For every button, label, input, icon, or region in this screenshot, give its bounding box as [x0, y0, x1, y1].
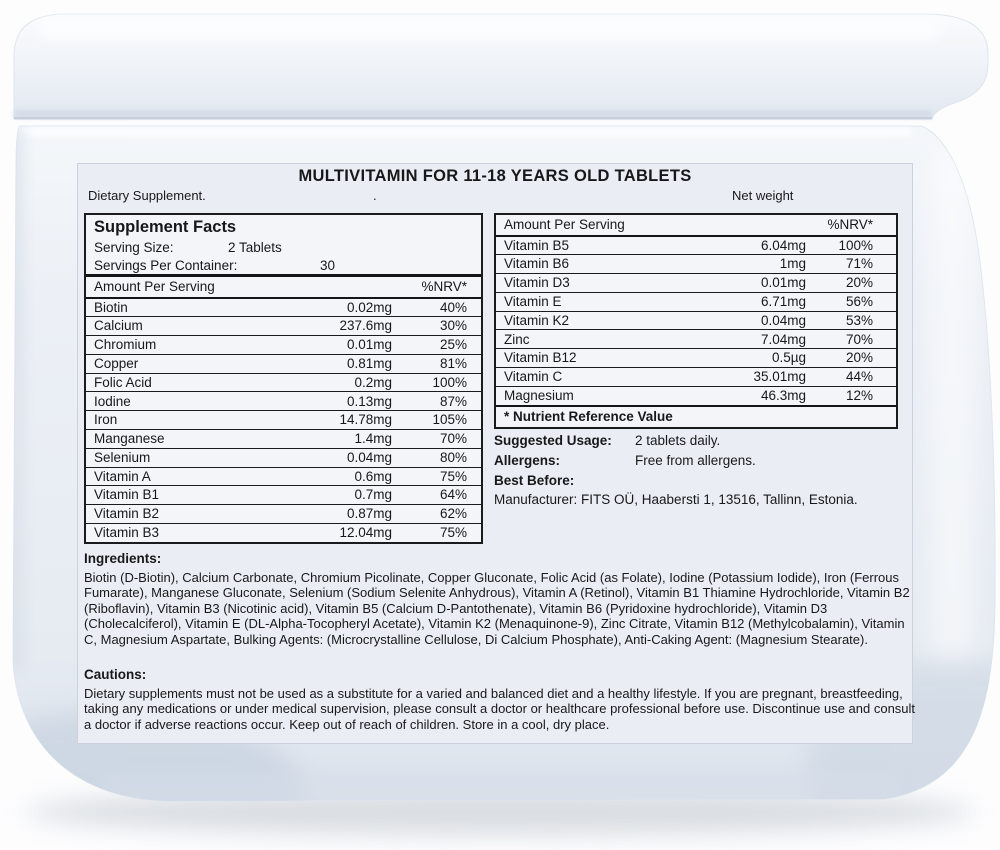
nutrient-name: Vitamin B1 — [86, 486, 268, 505]
nutrient-name: Vitamin K2 — [496, 311, 686, 330]
nutrient-nrv: 70% — [806, 330, 896, 349]
nrv-header: %NRV* — [827, 217, 873, 232]
nutrient-row — [86, 523, 481, 541]
nutrient-amount: 1.4mg — [268, 429, 392, 448]
nutrient-name: Zinc — [496, 330, 686, 349]
nutrient-nrv: 53% — [806, 311, 896, 330]
nutrient-amount: 0.13mg — [268, 392, 392, 411]
nutrient-nrv: 75% — [392, 523, 481, 541]
nutrient-nrv: 40% — [439, 299, 467, 315]
nutrient-row — [86, 392, 481, 411]
cautions-heading: Cautions: — [84, 667, 147, 682]
separator-dot: . — [373, 188, 377, 203]
product-label — [77, 163, 916, 744]
supplement-facts-panel-left — [84, 213, 483, 544]
nutrient-nrv: 105% — [392, 411, 481, 430]
servings-per-container-value: 30 — [320, 257, 336, 273]
nutrient-nrv: 64% — [392, 486, 481, 505]
cautions-section — [84, 667, 922, 732]
nutrient-row — [86, 411, 481, 430]
usage-info-label: Best Before: — [494, 472, 575, 488]
serving-size-label: Serving Size: — [94, 240, 174, 255]
nutrient-nrv: 30% — [392, 317, 481, 336]
nutrient-row — [86, 429, 481, 448]
nutrient-amount: 0.02mg — [346, 299, 392, 315]
lid-highlight — [40, 17, 940, 39]
supplement-facts-heading: Supplement Facts — [94, 218, 237, 236]
supplement-facts-left-table — [86, 299, 481, 542]
nutrient-nrv: 71% — [806, 255, 896, 274]
nutrient-name: Folic Acid — [86, 373, 268, 392]
nutrient-row — [496, 330, 896, 349]
nutrient-nrv: 75% — [392, 467, 481, 486]
serving-size-value: 2 Tablets — [228, 240, 282, 255]
nutrient-amount: 0.2mg — [268, 373, 392, 392]
nutrient-row — [86, 299, 481, 317]
nutrient-amount: 12.04mg — [268, 523, 392, 541]
nutrient-row — [496, 255, 896, 274]
usage-info-value: 2 tablets daily. — [635, 433, 721, 448]
nutrient-nrv: 70% — [392, 429, 481, 448]
nutrient-row — [86, 448, 481, 467]
nutrient-amount: 0.04mg — [686, 311, 806, 330]
nutrient-amount: 6.71mg — [686, 292, 806, 311]
nutrient-amount: 14.78mg — [268, 411, 392, 430]
nutrient-amount: 1mg — [686, 255, 806, 274]
servings-per-container-label: Servings Per Container: — [94, 257, 238, 273]
nutrient-amount: 0.87mg — [268, 505, 392, 524]
nutrient-nrv: 81% — [392, 354, 481, 373]
nutrient-row — [86, 336, 481, 355]
usage-info-row — [494, 431, 909, 451]
nutrient-name: Iodine — [86, 392, 268, 411]
nutrient-name: Vitamin E — [496, 292, 686, 311]
usage-info-value: Free from allergens. — [635, 452, 756, 468]
nutrient-nrv: 100% — [392, 373, 481, 392]
nutrient-amount: 7.04mg — [686, 330, 806, 349]
nutrient-row — [86, 373, 481, 392]
nutrient-nrv: 62% — [392, 505, 481, 524]
dietary-supplement-text: Dietary Supplement. — [88, 188, 206, 203]
nutrient-amount: 35.01mg — [686, 367, 806, 386]
body-left-shade — [6, 130, 24, 670]
right-table-column-header — [496, 215, 896, 237]
usage-info-block — [494, 431, 909, 510]
nutrient-nrv: 44% — [806, 367, 896, 386]
nutrient-amount: 0.81mg — [268, 354, 392, 373]
nutrient-nrv: 100% — [838, 237, 873, 253]
nutrient-nrv: 87% — [392, 392, 481, 411]
nutrient-name: Vitamin C — [496, 367, 686, 386]
supplement-facts-right-table — [496, 237, 896, 405]
body-right-highlight — [930, 150, 975, 670]
nutrient-name: Manganese — [86, 429, 268, 448]
serving-size-row — [86, 239, 481, 257]
nrv-footnote: * Nutrient Reference Value — [496, 405, 896, 428]
nutrient-name: Chromium — [86, 336, 268, 355]
nutrient-nrv: 20% — [806, 349, 896, 368]
servings-per-container-row — [86, 257, 481, 275]
amount-per-serving-header: Amount Per Serving — [94, 279, 215, 294]
supplement-facts-panel-right — [494, 213, 898, 429]
nutrient-name: Calcium — [86, 317, 268, 336]
nutrient-amount: 0.6mg — [268, 467, 392, 486]
nutrient-amount: 0.01mg — [268, 336, 392, 355]
ingredients-text: Biotin (D-Biotin), Calcium Carbonate, Chromium Picolinate, Copper Gluconate, Folic Acid (as Folate), Iodine (Potassium Iodide), Iron (Ferrous Fumarate), Manganese Gluconate, Selenium (Sodium Selenite Anhydrous), Vitamin A (Retinol), Vitamin B1 Thiamine Hydrochloride, Vitamin B2 (Riboflavin), Vitamin B3 (Nicotinic acid), Vitamin B5 (Calcium D-Pantothenate), Vitamin B6 (Pyridoxine hydrochloride), Vitamin D3 (Cholecalciferol), Vitamin E (DL-Alpha-Tocopheryl Acetate), Vitamin K2 (Menaquinone-9), Zinc Citrate, Vitamin B12 (Methylcobalamin), Vitamin C, Magnesium Aspartate, Bulking Agents: (Microcrystalline Cellulose, Di Calcium Phosphate), Anti-Caking Agent: (Magnesium Stearate). — [84, 570, 910, 647]
nutrient-row — [86, 505, 481, 524]
nutrient-nrv: 56% — [806, 292, 896, 311]
net-weight-text: Net weight — [732, 188, 794, 203]
nutrient-row — [496, 292, 896, 311]
nutrient-name: Vitamin B6 — [496, 255, 686, 274]
usage-info-label: Allergens: — [494, 452, 561, 468]
nutrient-row — [496, 311, 896, 330]
ingredients-section — [84, 551, 914, 647]
nutrient-amount: 237.6mg — [268, 317, 392, 336]
nutrient-name: Vitamin B3 — [86, 523, 268, 541]
nutrient-row — [496, 367, 896, 386]
left-table-column-header — [86, 274, 481, 299]
nutrient-amount: 0.5µg — [686, 349, 806, 368]
nutrient-row — [496, 349, 896, 368]
nutrient-amount: 6.04mg — [760, 237, 806, 253]
nutrient-row — [86, 486, 481, 505]
container-seam — [14, 110, 932, 118]
nutrient-name: Vitamin D3 — [496, 274, 686, 293]
nutrient-name: Magnesium — [496, 386, 686, 404]
cautions-text: Dietary supplements must not be used as a substitute for a varied and balanced diet and a healthy lifestyle. If you are pregnant, breastfeeding, taking any medications or under medical supervision, please consult a doctor or healthcare professional before use. Discontinue use and consult a doctor if adverse reactions occur. Keep out of reach of children. Store in a cool, dry place. — [84, 686, 916, 732]
nutrient-row — [86, 354, 481, 373]
nutrient-nrv: 25% — [392, 336, 481, 355]
nutrient-name: Vitamin B12 — [496, 349, 686, 368]
nutrient-amount: 0.01mg — [686, 274, 806, 293]
nutrient-row — [86, 317, 481, 336]
nutrient-name: Copper — [86, 354, 268, 373]
nutrient-row — [496, 386, 896, 404]
nutrient-name: Selenium — [86, 448, 268, 467]
nutrient-amount: 0.04mg — [268, 448, 392, 467]
nutrient-nrv: 80% — [392, 448, 481, 467]
product-title: MULTIVITAMIN FOR 11-18 YEARS OLD TABLETS — [298, 167, 692, 185]
nutrient-name: Biotin — [94, 299, 128, 315]
usage-info-row — [494, 451, 909, 471]
amount-per-serving-header: Amount Per Serving — [504, 217, 625, 232]
nutrient-name: Vitamin B5 — [504, 237, 570, 253]
nutrient-name: Vitamin B2 — [86, 505, 268, 524]
container-seam-line — [14, 117, 932, 120]
ingredients-heading: Ingredients: — [84, 551, 162, 566]
usage-info-label: Suggested Usage: — [494, 433, 612, 448]
nutrient-amount: 46.3mg — [686, 386, 806, 404]
usage-info-row — [494, 471, 909, 491]
body-top-highlight — [22, 127, 912, 137]
nutrient-nrv: 20% — [806, 274, 896, 293]
nutrient-row — [496, 237, 896, 255]
nrv-header: %NRV* — [421, 279, 467, 294]
nutrient-row — [86, 467, 481, 486]
nutrient-name: Iron — [86, 411, 268, 430]
nutrient-nrv: 12% — [806, 386, 896, 404]
nutrient-name: Vitamin A — [86, 467, 268, 486]
nutrient-row — [496, 274, 896, 293]
nutrient-amount: 0.7mg — [268, 486, 392, 505]
manufacturer-text: Manufacturer: FITS OÜ, Haabersti 1, 13516, Tallinn, Estonia. — [494, 492, 858, 508]
